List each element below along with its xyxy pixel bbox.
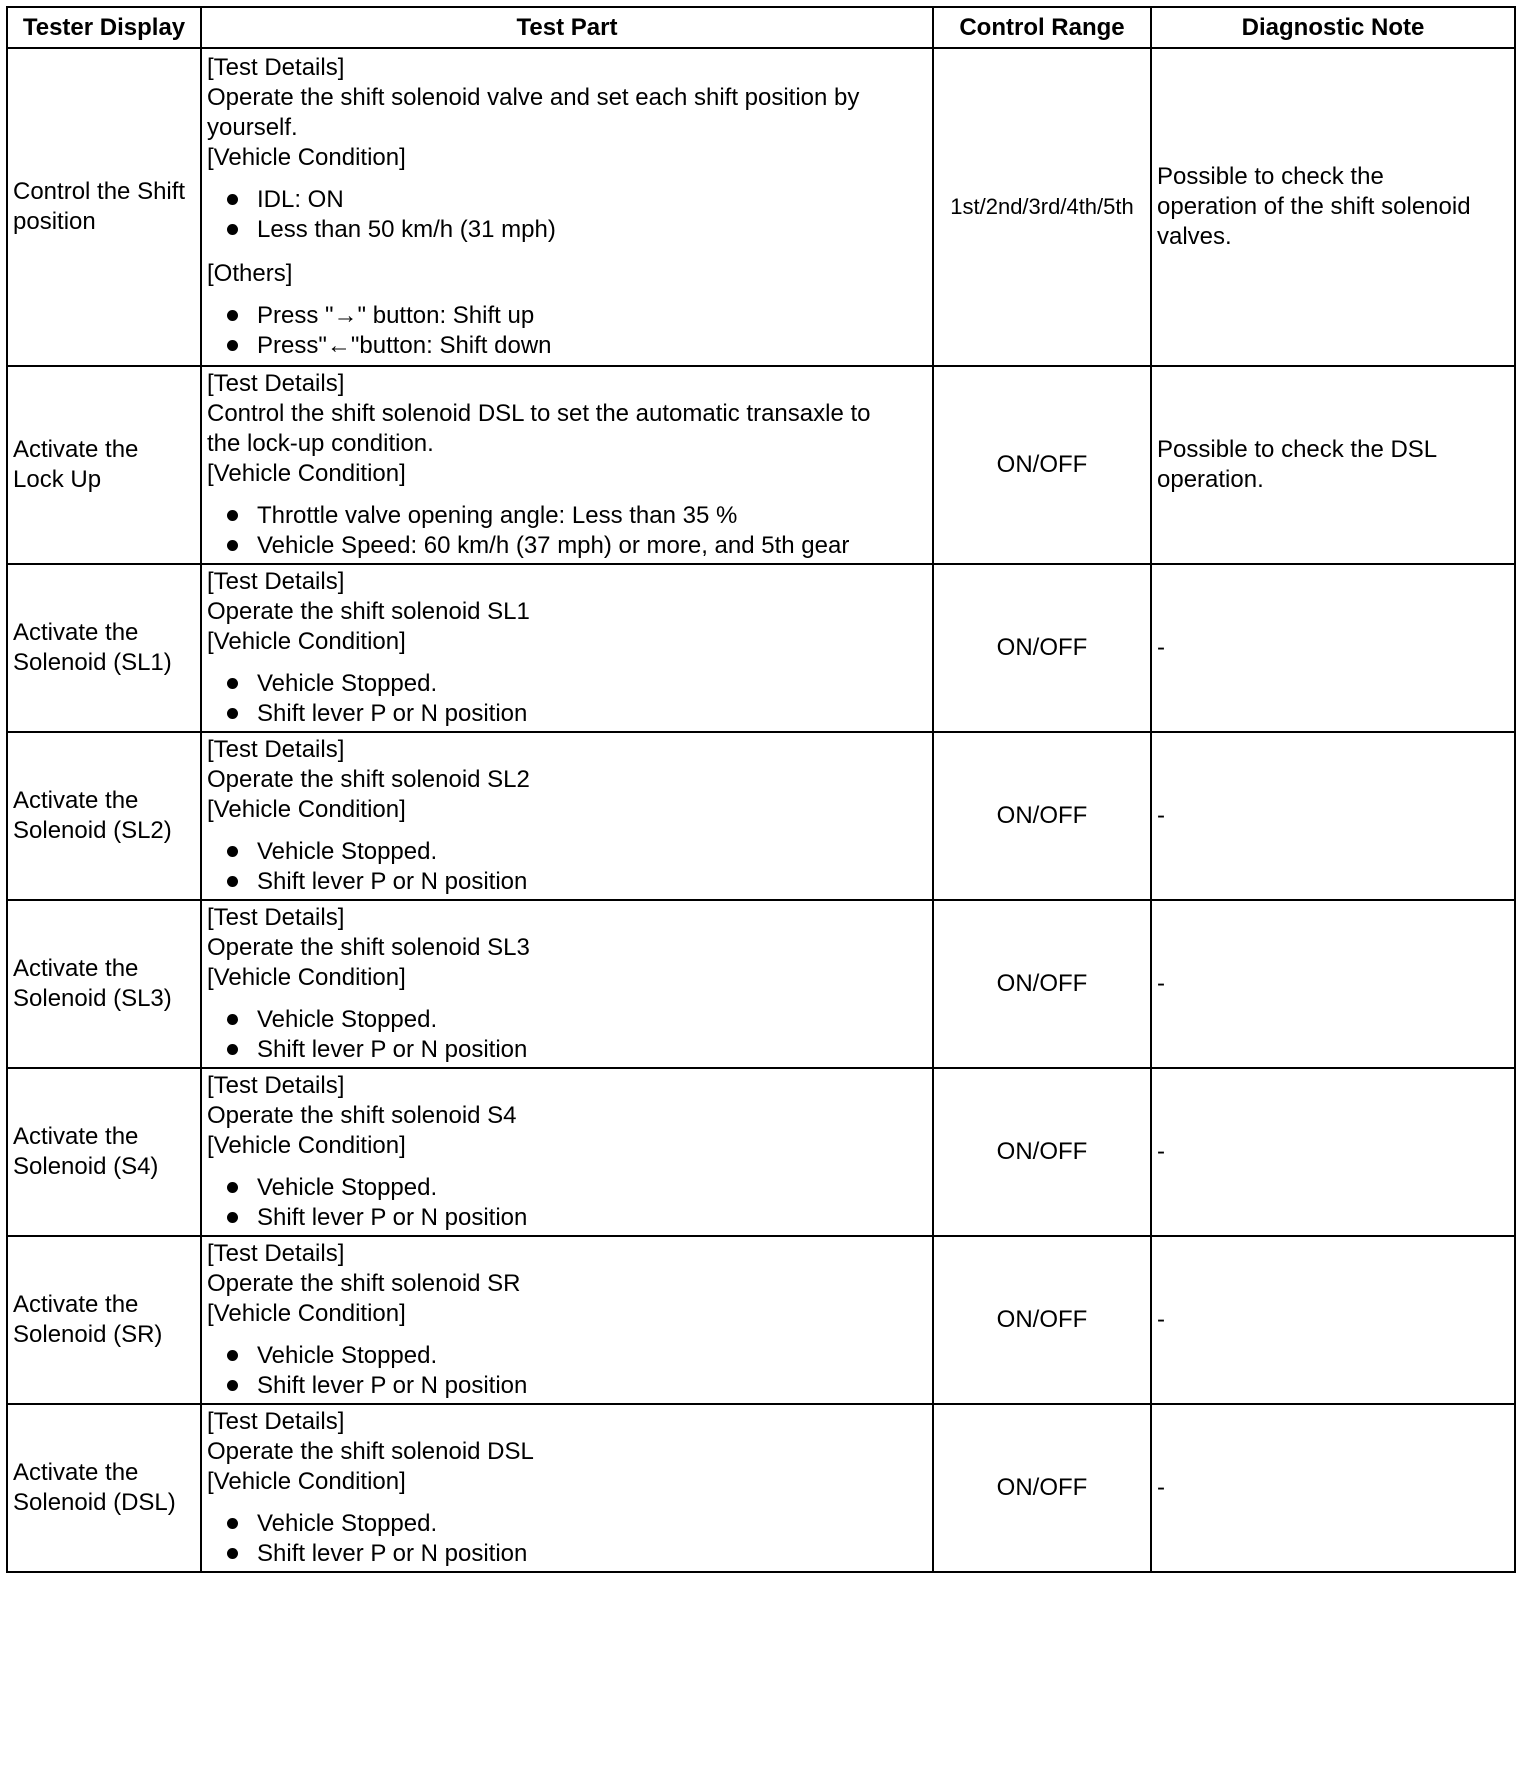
test-details-text: Operate the shift solenoid SL1 bbox=[207, 598, 530, 625]
tester-display-text: Activate the bbox=[13, 619, 139, 646]
control-range-cell: ON/OFF bbox=[933, 1068, 1151, 1236]
tester-display-text: position bbox=[13, 208, 96, 235]
test-part-cell bbox=[201, 1404, 933, 1572]
vehicle-condition-label: [Vehicle Condition] bbox=[207, 144, 406, 171]
test-details-text: Operate the shift solenoid SL3 bbox=[207, 934, 530, 961]
table-row bbox=[7, 732, 1515, 900]
test-details-label: [Test Details] bbox=[207, 904, 345, 931]
tester-display-text: Activate the bbox=[13, 1291, 139, 1318]
diagnostic-note-text: Possible to check the bbox=[1157, 163, 1384, 190]
diagnostic-note-cell bbox=[1151, 1404, 1515, 1572]
document-page bbox=[6, 6, 1514, 1573]
header-control-range: Control Range bbox=[933, 7, 1151, 48]
header-tester-display: Tester Display bbox=[7, 7, 201, 48]
list-item: Throttle valve opening angle: Less than 35 % bbox=[207, 501, 927, 531]
tester-display-text: Activate the bbox=[13, 436, 139, 463]
tester-display-cell bbox=[7, 1068, 201, 1236]
table-row bbox=[7, 1068, 1515, 1236]
vehicle-condition-list bbox=[207, 501, 927, 561]
diagnostic-note-cell bbox=[1151, 1236, 1515, 1404]
tester-display-text: Activate the bbox=[13, 955, 139, 982]
table-row bbox=[7, 48, 1515, 366]
test-details-label: [Test Details] bbox=[207, 1072, 345, 1099]
control-range-cell: 1st/2nd/3rd/4th/5th bbox=[933, 48, 1151, 366]
vehicle-condition-label: [Vehicle Condition] bbox=[207, 964, 406, 991]
test-details-text: Operate the shift solenoid S4 bbox=[207, 1102, 517, 1129]
control-range-cell: ON/OFF bbox=[933, 1236, 1151, 1404]
test-details-label: [Test Details] bbox=[207, 736, 345, 763]
tester-display-cell bbox=[7, 564, 201, 732]
diagnostic-note-cell bbox=[1151, 564, 1515, 732]
vehicle-condition-label: [Vehicle Condition] bbox=[207, 796, 406, 823]
tester-display-cell bbox=[7, 1236, 201, 1404]
vehicle-condition-label: [Vehicle Condition] bbox=[207, 1468, 406, 1495]
test-details-text: the lock-up condition. bbox=[207, 430, 434, 457]
list-item: IDL: ON bbox=[207, 185, 927, 215]
tester-display-text: Solenoid (SL1) bbox=[13, 649, 172, 676]
diagnostic-note-text: - bbox=[1157, 802, 1165, 829]
list-item: Vehicle Stopped. bbox=[207, 1173, 927, 1203]
test-details-text: Operate the shift solenoid DSL bbox=[207, 1438, 534, 1465]
tester-display-cell bbox=[7, 48, 201, 366]
test-details-label: [Test Details] bbox=[207, 370, 345, 397]
table-row bbox=[7, 900, 1515, 1068]
vehicle-condition-label: [Vehicle Condition] bbox=[207, 628, 406, 655]
diagnostic-note-cell bbox=[1151, 366, 1515, 564]
test-details-text: yourself. bbox=[207, 114, 298, 141]
tester-display-cell bbox=[7, 732, 201, 900]
list-item: Shift lever P or N position bbox=[207, 1371, 927, 1401]
test-part-cell bbox=[201, 366, 933, 564]
tester-display-text: Lock Up bbox=[13, 466, 102, 493]
tester-display-text: Solenoid (DSL) bbox=[13, 1489, 176, 1516]
vehicle-condition-label: [Vehicle Condition] bbox=[207, 460, 406, 487]
diagnostic-note-text: - bbox=[1157, 970, 1165, 997]
list-item: Vehicle Stopped. bbox=[207, 837, 927, 867]
diagnostic-note-text: Possible to check the DSL bbox=[1157, 436, 1438, 463]
list-item: Shift lever P or N position bbox=[207, 867, 927, 897]
test-details-text: Control the shift solenoid DSL to set the automatic transaxle to bbox=[207, 400, 871, 427]
vehicle-condition-label: [Vehicle Condition] bbox=[207, 1132, 406, 1159]
diagnostic-note-cell bbox=[1151, 48, 1515, 366]
diagnostic-note-text: - bbox=[1157, 634, 1165, 661]
control-range-cell: ON/OFF bbox=[933, 1404, 1151, 1572]
tester-display-cell bbox=[7, 900, 201, 1068]
tester-display-text: Solenoid (SL2) bbox=[13, 817, 172, 844]
tester-display-text: Activate the bbox=[13, 1459, 139, 1486]
test-part-cell bbox=[201, 900, 933, 1068]
others-list bbox=[207, 301, 927, 361]
list-item: Vehicle Stopped. bbox=[207, 669, 927, 699]
vehicle-condition-label: [Vehicle Condition] bbox=[207, 1300, 406, 1327]
table-row bbox=[7, 1404, 1515, 1572]
others-label: [Others] bbox=[207, 260, 293, 287]
test-part-cell bbox=[201, 564, 933, 732]
control-range-cell: ON/OFF bbox=[933, 900, 1151, 1068]
tester-display-text: Solenoid (S4) bbox=[13, 1153, 159, 1180]
tester-display-text: Control the Shift bbox=[13, 178, 186, 205]
test-details-label: [Test Details] bbox=[207, 1240, 345, 1267]
test-part-cell bbox=[201, 732, 933, 900]
list-item: Vehicle Stopped. bbox=[207, 1341, 927, 1371]
vehicle-condition-list bbox=[207, 185, 927, 245]
header-test-part: Test Part bbox=[201, 7, 933, 48]
table-header-row bbox=[7, 7, 1515, 48]
diagnostic-note-text: - bbox=[1157, 1306, 1165, 1333]
list-item: Press "→" button: Shift up bbox=[207, 301, 927, 331]
test-details-label: [Test Details] bbox=[207, 568, 345, 595]
diagnostic-note-text: operation of the shift solenoid bbox=[1157, 193, 1471, 220]
list-item: Vehicle Speed: 60 km/h (37 mph) or more, and 5th gear bbox=[207, 531, 927, 561]
test-details-label: [Test Details] bbox=[207, 54, 345, 81]
table-row bbox=[7, 1236, 1515, 1404]
table-body bbox=[7, 48, 1515, 1572]
list-item: Shift lever P or N position bbox=[207, 1203, 927, 1233]
control-range-cell: ON/OFF bbox=[933, 732, 1151, 900]
diagnostic-note-text: valves. bbox=[1157, 223, 1232, 250]
tester-display-cell bbox=[7, 1404, 201, 1572]
diagnostic-note-cell bbox=[1151, 900, 1515, 1068]
diagnostic-note-text: - bbox=[1157, 1474, 1165, 1501]
tester-display-text: Activate the bbox=[13, 787, 139, 814]
list-item: Shift lever P or N position bbox=[207, 699, 927, 729]
vehicle-condition-list bbox=[207, 1509, 927, 1569]
diagnostic-note-cell bbox=[1151, 732, 1515, 900]
list-item: Less than 50 km/h (31 mph) bbox=[207, 215, 927, 245]
diagnostic-note-text: - bbox=[1157, 1138, 1165, 1165]
list-item: Shift lever P or N position bbox=[207, 1035, 927, 1065]
control-range-cell: ON/OFF bbox=[933, 366, 1151, 564]
test-part-cell bbox=[201, 1236, 933, 1404]
test-part-cell bbox=[201, 48, 933, 366]
vehicle-condition-list bbox=[207, 837, 927, 897]
test-details-text: Operate the shift solenoid SL2 bbox=[207, 766, 530, 793]
list-item: Vehicle Stopped. bbox=[207, 1509, 927, 1539]
table-row bbox=[7, 366, 1515, 564]
list-item: Vehicle Stopped. bbox=[207, 1005, 927, 1035]
active-test-table bbox=[6, 6, 1516, 1573]
table-row bbox=[7, 564, 1515, 732]
vehicle-condition-list bbox=[207, 1005, 927, 1065]
vehicle-condition-list bbox=[207, 1173, 927, 1233]
list-item: Shift lever P or N position bbox=[207, 1539, 927, 1569]
test-details-label: [Test Details] bbox=[207, 1408, 345, 1435]
header-diagnostic-note: Diagnostic Note bbox=[1151, 7, 1515, 48]
diagnostic-note-text: operation. bbox=[1157, 466, 1264, 493]
list-item: Press"←"button: Shift down bbox=[207, 331, 927, 361]
control-range-cell: ON/OFF bbox=[933, 564, 1151, 732]
diagnostic-note-cell bbox=[1151, 1068, 1515, 1236]
tester-display-text: Solenoid (SL3) bbox=[13, 985, 172, 1012]
vehicle-condition-list bbox=[207, 669, 927, 729]
tester-display-text: Activate the bbox=[13, 1123, 139, 1150]
vehicle-condition-list bbox=[207, 1341, 927, 1401]
tester-display-cell bbox=[7, 366, 201, 564]
tester-display-text: Solenoid (SR) bbox=[13, 1321, 163, 1348]
test-details-text: Operate the shift solenoid SR bbox=[207, 1270, 521, 1297]
test-part-cell bbox=[201, 1068, 933, 1236]
test-details-text: Operate the shift solenoid valve and set each shift position by bbox=[207, 84, 860, 111]
